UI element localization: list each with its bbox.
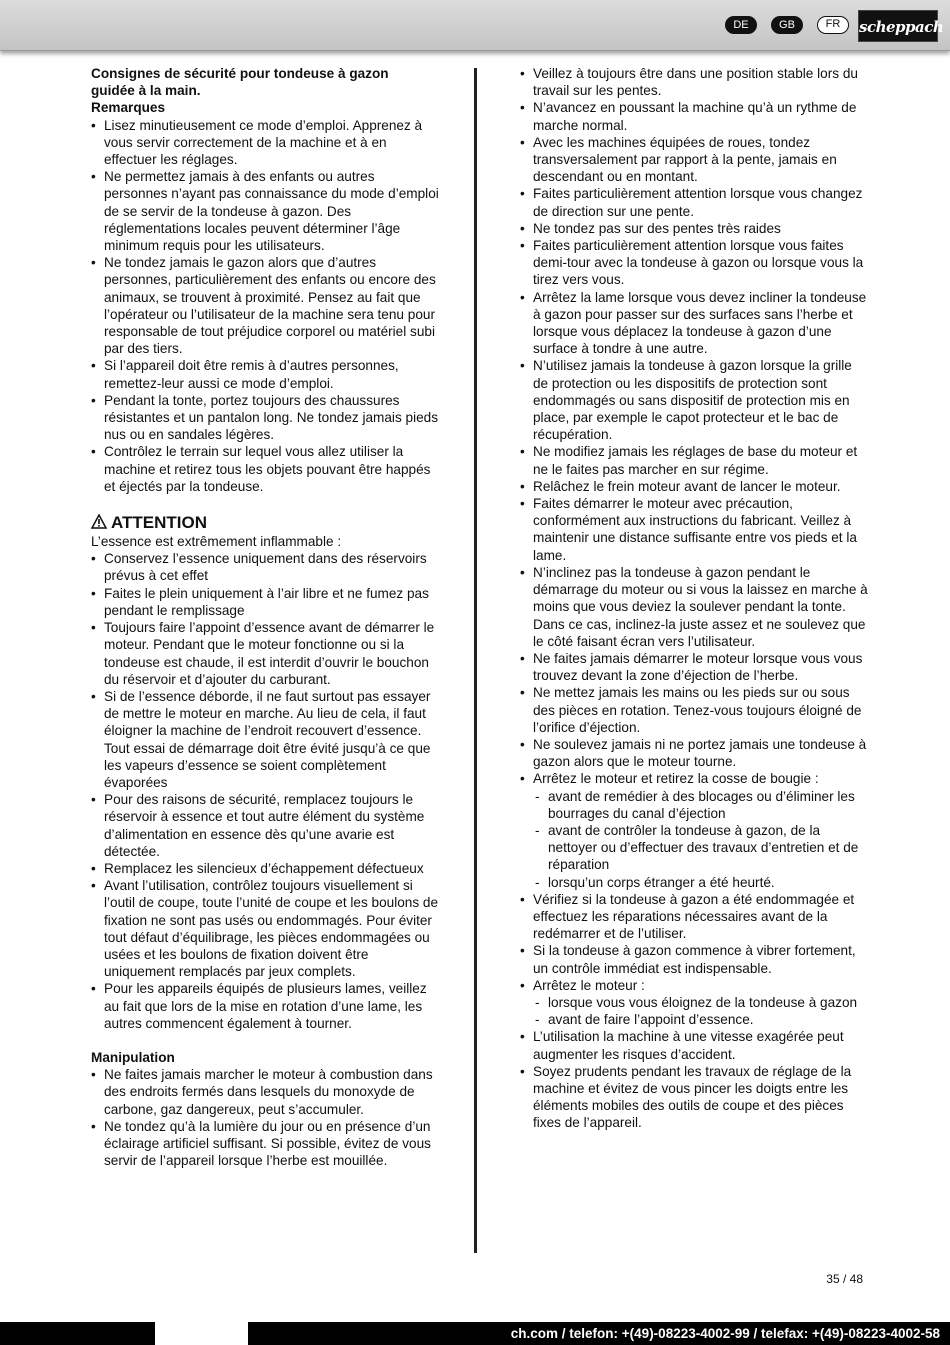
list-item: • Soyez prudents pendant les travaux de réglage de la machine et évitez de vous pincer les doigts entre les éléments mobiles des outils de coupe et des pièces fixes de l’appareil. — [520, 1063, 870, 1132]
list-item: • Pour les appareils équipés de plusieurs lames, veillez au fait que lors de la mise en rotation d’une lame, les autres commencent également à tourner. — [91, 980, 441, 1032]
list-item: • Ne tondez pas sur des pentes très raides — [520, 220, 870, 237]
list-item: • Faites le plein uniquement à l’air libre et ne fumez pas pendant le remplissage — [91, 585, 441, 619]
left-column — [91, 65, 441, 1169]
list-item: • Arrêtez le moteur et retirez la cosse de bougie : — [520, 770, 870, 787]
page-header — [0, 0, 950, 51]
list-item: • Ne permettez jamais à des enfants ou autres personnes n’ayant pas connaissance du mode d’emploi de se servir de la tondeuse à gazon. Des réglementations locales peuvent déterminer l’âge minimum requis pour les utilisateurs. — [91, 168, 441, 254]
list-item: • Ne tondez qu’à la lumière du jour ou en présence d’un éclairage artificiel suffisant. Si possible, évitez de vous servir de l’appareil lorsque l’herbe est mouillée. — [91, 1118, 441, 1170]
list-item: • Si de l’essence déborde, il ne faut surtout pas essayer de mettre le moteur en marche. Au lieu de cela, il faut éloigner la machine de l’endroit recouvert d’essence. Tout essai de démarrage doit être évité jusqu’à ce que les vapeurs d’essence se soient complètement évaporées — [91, 688, 441, 791]
list-item: • Conservez l’essence uniquement dans des réservoirs prévus à cet effet — [91, 550, 441, 584]
right-column — [520, 65, 870, 1132]
list-item: • Ne soulevez jamais ni ne portez jamais une tondeuse à gazon alors que le moteur tourne. — [520, 736, 870, 770]
list-item: • Pour des raisons de sécurité, remplacez toujours le réservoir à essence et tout autre élément du système d’alimentation en essence dès qu’une avarie est détectée. — [91, 791, 441, 860]
list-item: • Si la tondeuse à gazon commence à vibrer fortement, un contrôle immédiat est indispensable. — [520, 942, 870, 976]
brand-logo: scheppach — [858, 10, 938, 42]
list-item: • L’utilisation la machine à une vitesse exagérée peut augmenter les risques d’accident. — [520, 1028, 870, 1062]
list-item: • Contrôlez le terrain sur lequel vous allez utiliser la machine et retirez tous les objets pouvant être happés et éjectés par la tondeuse. — [91, 443, 441, 495]
column-divider — [474, 68, 477, 1253]
warning-icon — [91, 514, 107, 529]
sub-list-item: - avant de remédier à des blocages ou d’éliminer les bourrages du canal d’éjection — [520, 788, 870, 822]
lang-badge-de: DE — [725, 16, 757, 34]
list-item: • Remplacez les silencieux d’échappement défectueux — [91, 860, 441, 877]
list-item: • Lisez minutieusement ce mode d’emploi. Apprenez à vous servir correctement de la machine et à en effectuer les réglages. — [91, 117, 441, 169]
list-item: • Faites particulièrement attention lorsque vous faites demi-tour avec la tondeuse à gazon ou lorsque vous la tirez vers vous. — [520, 237, 870, 289]
page-number: 35 / 48 — [826, 1272, 863, 1286]
list-item: • Relâchez le frein moteur avant de lancer le moteur. — [520, 478, 870, 495]
remarks-heading: Remarques — [91, 100, 166, 116]
list-item: • Ne mettez jamais les mains ou les pieds sur ou sous des pièces en rotation. Tenez-vous toujours éloigné de l’orifice d’éjection. — [520, 684, 870, 736]
attention-intro: L’essence est extrêmement inflammable : — [91, 534, 342, 550]
sub-list-item: - lorsqu’un corps étranger a été heurté. — [520, 874, 870, 891]
section-title-line1: Consignes de sécurité pour tondeuse à gazon — [91, 66, 389, 81]
list-item: • Arrêtez le moteur : — [520, 977, 870, 994]
list-item: • Veillez à toujours être dans une position stable lors du travail sur les pentes. — [520, 65, 870, 99]
list-item: • Avec les machines équipées de roues, tondez transversalement par rapport à la pente, jamais en descendant ou en montant. — [520, 134, 870, 186]
list-item: • Vérifiez si la tondeuse à gazon a été endommagée et effectuez les réparations nécessaires avant de la redémarrer et de l’utiliser. — [520, 891, 870, 943]
list-item: • Toujours faire l’appoint d’essence avant de démarrer le moteur. Pendant que le moteur fonctionne ou si la tondeuse est chaude, il est interdit d’ouvrir le bouchon du réservoir et d’ajouter du carburant. — [91, 619, 441, 688]
attention-heading — [91, 513, 441, 533]
sub-list-item: - avant de faire l’appoint d’essence. — [520, 1011, 870, 1028]
footer-gap — [155, 1322, 248, 1345]
list-item: • N’utilisez jamais la tondeuse à gazon lorsque la grille de protection ou les dispositifs de protection sont endommagés ou sans dispositif de protection mis en place, par exemple le capot protecteur et le bac de récupération. — [520, 357, 870, 443]
attention-label: ATTENTION — [111, 513, 208, 533]
list-item: • Ne tondez jamais le gazon alors que d’autres personnes, particulièrement des enfants ou encore des animaux, se trouvent à proximité. Pensez au fait que l’opérateur ou l’utilisateur de la machine sera tenu pour responsable de tout préjudice corporel ou matériel subi par des tiers. — [91, 254, 441, 357]
list-item: • Ne modifiez jamais les réglages de base du moteur et ne le faites pas marcher en sur régime. — [520, 443, 870, 477]
attention-list — [91, 550, 441, 1032]
list-item: • Ne faites jamais marcher le moteur à combustion dans des endroits fermés dans lesquels du monoxyde de carbone, gaz dangereux, peut s’accumuler. — [91, 1066, 441, 1118]
list-item: • N’inclinez pas la tondeuse à gazon pendant le démarrage du moteur ou si vous la laissez en marche à moins que vous deviez la soulever pendant la tonte. Dans ce cas, inclinez-la juste assez et ne soulevez que le côté faisant écran vers l’utilisateur. — [520, 564, 870, 650]
lang-badge-fr: FR — [817, 16, 849, 34]
section-title-line2: guidée à la main. — [91, 83, 201, 99]
remarks-list — [91, 117, 441, 495]
list-item: • Ne faites jamais démarrer le moteur lorsque vous vous trouvez devant la zone d’éjection de l’herbe. — [520, 650, 870, 684]
list-item: • Pendant la tonte, portez toujours des chaussures résistantes et un pantalon long. Ne tondez jamais pieds nus ou en sandales légères. — [91, 392, 441, 444]
list-item: • Avant l’utilisation, contrôlez toujours visuellement si l’outil de coupe, toute l’unité de coupe et les boulons de fixation ne sont pas usés ou endommagés. Pour éviter tout défaut d’équilibrage, les pièces endommagées ou usées et les boulons de fixation doivent être uniquement remplacés par jeux complets. — [91, 877, 441, 980]
lang-badge-gb: GB — [771, 16, 803, 34]
sub-list-item: - lorsque vous vous éloignez de la tondeuse à gazon — [520, 994, 870, 1011]
list-item: • Arrêtez la lame lorsque vous devez incliner la tondeuse à gazon pour passer sur des surfaces sans l’herbe et lorsque vous déplacez la tondeuse à gazon d’une surface à tondre à une autre. — [520, 289, 870, 358]
list-item: • Faites particulièrement attention lorsque vous changez de direction sur une pente. — [520, 185, 870, 219]
list-item: • N’avancez en poussant la machine qu’à un rythme de marche normal. — [520, 99, 870, 133]
manipulation-heading: Manipulation — [91, 1049, 175, 1065]
list-item: • Faites démarrer le moteur avec précaution, conformément aux instructions du fabricant. Veillez à maintenir une distance suffisante entre vos pieds et la lame. — [520, 495, 870, 564]
sub-list-item: - avant de contrôler la tondeuse à gazon, de la nettoyer ou d’effectuer des travaux d’entretien et de réparation — [520, 822, 870, 874]
list-item: • Si l’appareil doit être remis à d’autres personnes, remettez-leur aussi ce mode d’emploi. — [91, 357, 441, 391]
footer-contact: ch.com / telefon: +(49)-08223-4002-99 / telefax: +(49)-08223-4002-58 — [510, 1326, 940, 1341]
right-list — [520, 65, 870, 1132]
manipulation-list — [91, 1066, 441, 1169]
